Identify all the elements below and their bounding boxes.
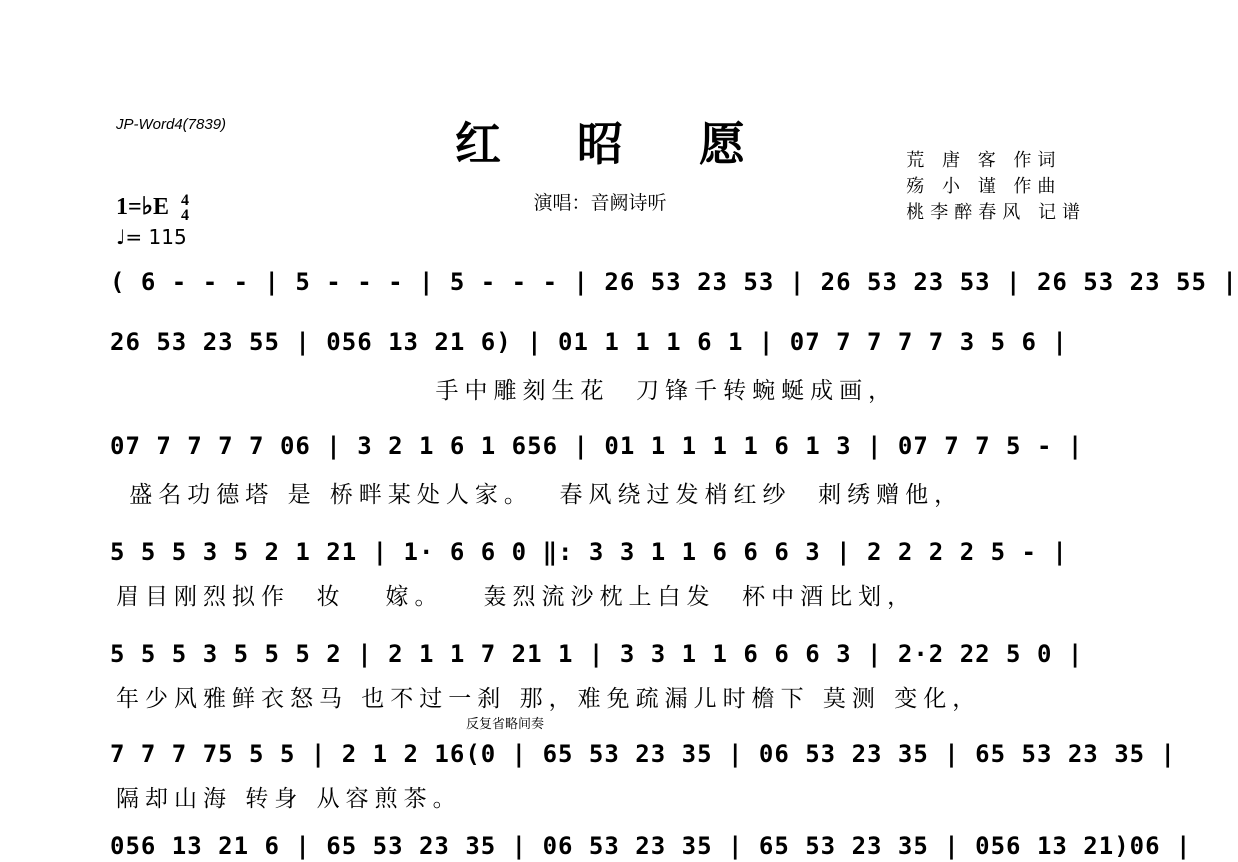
- lyrics-line-6: 隔却山海 转身 从容煎茶。: [116, 786, 462, 812]
- notation-line-4: 5 5 5 3 5 2 1 21 | 1· 6 6 0 ‖: 3 3 1 1 6 6 6 3 | 2 2 2 2 5 - |: [110, 538, 1068, 566]
- singer-label: 演唱：音阙诗听: [533, 192, 667, 214]
- notation-line-7: 056 13 21 6 | 65 53 23 35 | 06 53 23 35 | 65 53 23 35 | 056 13 21)06 |: [110, 832, 1192, 860]
- repeat-annotation: 反复省略间奏: [466, 717, 545, 732]
- key-signature: [116, 192, 189, 223]
- notation-line-1: ( 6 - - - | 5 - - - | 5 - - - | 26 53 23 53 | 26 53 23 53 | 26 53 23 55 |: [110, 268, 1238, 296]
- lyricist-credit: 荒 唐 客 作词: [906, 150, 1062, 171]
- time-signature: [181, 193, 189, 223]
- tempo-marking: ♩= 115: [116, 225, 187, 249]
- transcriber-credit: 桃李醉春风 记谱: [906, 202, 1086, 223]
- notation-line-6: 7 7 7 75 5 5 | 2 1 2 16(0 | 65 53 23 35 | 06 53 23 35 | 65 53 23 35 |: [110, 740, 1176, 768]
- lyrics-line-2: 手中雕刻生花 刀锋千转蜿蜒成画，: [116, 378, 898, 404]
- lyrics-line-4: 眉目刚烈拟作 妆 嫁。 轰烈流沙枕上白发 杯中酒比划，: [116, 584, 917, 610]
- lyrics-line-5: 年少风雅鲜衣怒马 也不过一刹 那，难免疏漏儿时檐下 莫测 变化，: [116, 686, 982, 712]
- software-label: JP-Word4(7839): [116, 116, 227, 133]
- time-signature-bottom: 4: [181, 207, 190, 225]
- song-title: 红 昭 愿: [454, 117, 776, 171]
- time-signature-top: 4: [181, 192, 190, 210]
- key-label: 1=♭E: [116, 194, 170, 220]
- notation-line-3: 07 7 7 7 7 06 | 3 2 1 6 1 656 | 01 1 1 1 1 6 1 3 | 07 7 7 5 - |: [110, 432, 1084, 460]
- notation-line-5: 5 5 5 3 5 5 5 2 | 2 1 1 7 21 1 | 3 3 1 1 6 6 6 3 | 2·2 22 5 0 |: [110, 640, 1084, 668]
- notation-line-2: 26 53 23 55 | 056 13 21 6) | 01 1 1 1 6 1 | 07 7 7 7 7 3 5 6 |: [110, 328, 1068, 356]
- composer-credit: 殇 小 谨 作曲: [906, 176, 1062, 197]
- credits-block: [906, 148, 1086, 226]
- lyrics-line-3: 盛名功德塔 是 桥畔某处人家。 春风绕过发梢红纱 刺绣赠他，: [116, 482, 964, 508]
